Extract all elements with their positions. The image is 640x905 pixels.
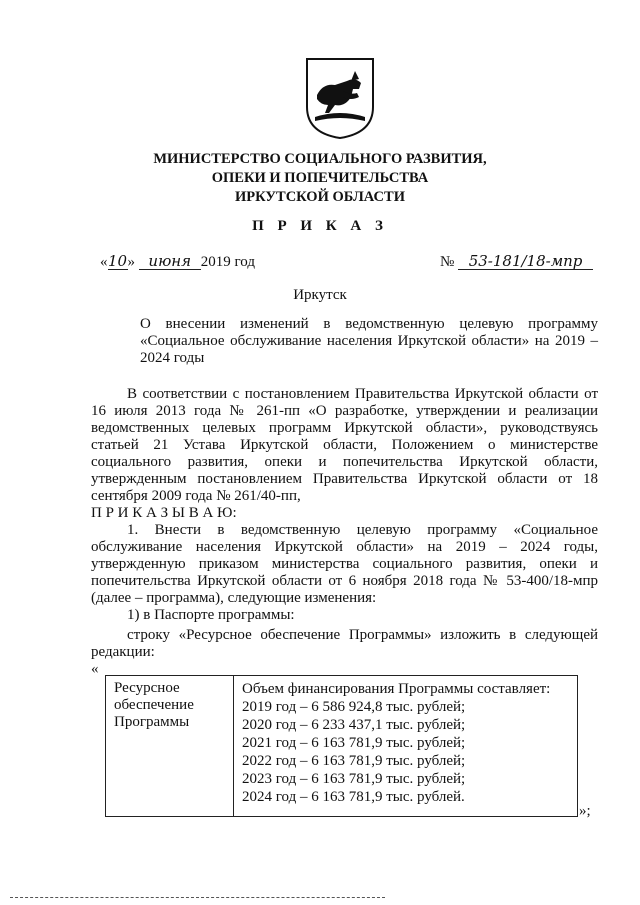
resource-table-row: 2020 год – 6 233 437,1 тыс. рублей; — [242, 717, 466, 733]
resource-table-row: 2022 год – 6 163 781,9 тыс. рублей; — [242, 753, 466, 769]
date-close-quote: » — [127, 254, 135, 270]
resource-table-row: 2019 год – 6 586 924,8 тыс. рублей; — [242, 699, 466, 715]
order-title: П Р И К А З — [252, 218, 388, 234]
resource-table-heading: Объем финансирования Программы составляет: — [242, 681, 551, 697]
table-open-quote: « — [91, 661, 99, 677]
resource-table-row: 2023 год – 6 163 781,9 тыс. рублей; — [242, 771, 466, 787]
date-year: 2019 год — [200, 254, 255, 270]
order-subject: О внесении изменений в ведомственную целевую программу «Социальное обслуживание населения Иркутской области» на 2019 – 2024 годы — [140, 316, 598, 366]
ministry-name-line-1: МИНИСТЕРСТВО СОЦИАЛЬНОГО РАЗВИТИЯ, — [153, 151, 487, 167]
date-month: июня — [139, 253, 201, 270]
order-number-value: 53-181/18-мпр — [458, 253, 593, 270]
date-day: 10 — [107, 252, 128, 270]
number-sign: № — [440, 254, 455, 270]
order-number — [440, 253, 593, 271]
order-date — [100, 253, 255, 271]
item-1-paragraph: 1. Внести в ведомственную целевую программу «Социальное обслуживание населения Иркутской области» на 2019 – 2024 годы, утвержденную приказом министерства социального развития, опеки и попечительства Иркутской области от 6 ноября 2018 года № 53-400/18-мпр (далее – программа), следующие изменения: — [91, 522, 598, 606]
item-1-1-text: строку «Ресурсное обеспечение Программы» изложить в следующей редакции: — [91, 627, 598, 660]
item-1-1-paragraph: 1) в Паспорте программы: — [127, 607, 295, 623]
resource-table-row: 2021 год – 6 163 781,9 тыс. рублей; — [242, 735, 466, 751]
resource-table-row: 2024 год – 6 163 781,9 тыс. рублей. — [242, 789, 465, 805]
city: Иркутск — [293, 287, 347, 303]
preamble-paragraph: В соответствии с постановлением Правительства Иркутской области от 16 июля 2013 года № 261-пп «О разработке, утверждении и реализации ведомственных целевых программ Иркутской области», руководствуясь статьей 21 Устава Иркутской области, Положением о министерстве социального развития, опеки и попечительства Иркутской области, утвержденным постановлением Правительства Иркутской области от 18 сентября 2009 года № 261/40-пп, — [91, 386, 598, 504]
resource-table-content — [234, 676, 577, 816]
page-edge-divider — [10, 897, 385, 898]
resource-table — [105, 675, 578, 817]
ministry-name-line-3: ИРКУТСКОЙ ОБЛАСТИ — [235, 189, 405, 205]
table-close-quote: »; — [579, 803, 591, 819]
order-word: П Р И К А З Ы В А Ю: — [91, 505, 237, 521]
ministry-name-line-2: ОПЕКИ И ПОПЕЧИТЕЛЬСТВА — [211, 170, 429, 186]
resource-table-label: Ресурсное обеспечение Программы — [106, 676, 234, 816]
date-open-quote: « — [100, 254, 108, 270]
coat-of-arms-emblem — [295, 55, 385, 140]
